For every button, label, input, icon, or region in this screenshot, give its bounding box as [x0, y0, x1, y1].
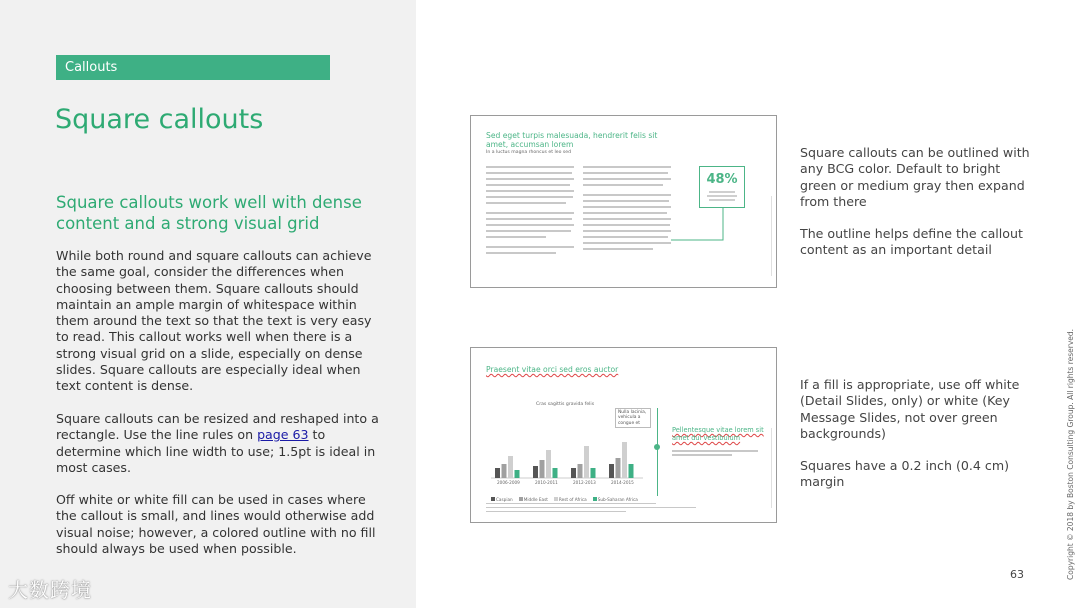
note-outline-purpose: The outline helps define the callout content as an important detail	[800, 226, 1023, 258]
page-63-link[interactable]: page 63	[257, 427, 309, 443]
chart-bar	[540, 460, 545, 478]
legend-item	[593, 497, 638, 502]
note-margin: Squares have a 0.2 inch (0.4 cm) margin	[800, 458, 1009, 490]
legend-swatch	[593, 497, 597, 501]
chart-bar	[533, 466, 538, 478]
chart-bar	[591, 468, 596, 478]
chart-category-label: 2010-2011	[535, 480, 558, 485]
thumb2-callout-line	[672, 454, 732, 456]
page-title: Square callouts	[55, 104, 264, 135]
thumb2-chart-title: Cras sagittis gravida felis	[536, 402, 595, 407]
legend-item	[554, 497, 587, 502]
legend-label: Caspian	[496, 497, 513, 502]
legend-swatch	[491, 497, 495, 501]
legend-swatch	[554, 497, 558, 501]
note-outline-color: Square callouts can be outlined with any BCG color. Default to bright green or medium gray then expand from there	[800, 145, 1030, 209]
legend-item	[491, 497, 513, 502]
body-paragraph-3: Off white or white fill can be used in cases where the callout is small, and lines would otherwise add visual noise; however, a colored outline with no fill should always be used when possible.	[56, 492, 376, 556]
chart-bar	[609, 464, 614, 478]
copyright: Copyright © 2018 by Boston Consulting Group. All rights reserved.	[1066, 328, 1075, 580]
thumb1-heading: Sed eget turpis malesuada, hendrerit felis sit amet, accumsan lorem	[486, 131, 658, 149]
body-paragraph-1: While both round and square callouts can achieve the same goal, consider the differences when choosing between them. Square callouts should maintain an ample margin of whitespace within them around the text so that the text is very easy to read. This callout works well when there is a strong visual grid on a slide, especially on dense slides. Square callouts are especially ideal when text content is dense.	[56, 248, 372, 394]
legend-label: Rest of Africa	[558, 497, 587, 502]
thumb2-heading: Praesent vitae orci sed eros auctor	[486, 365, 619, 374]
legend-label: Middle East	[523, 497, 548, 502]
watermark: 大数跨境	[8, 578, 92, 602]
body-paragraph-2	[56, 411, 386, 476]
thumb2-callout-dot	[654, 444, 660, 450]
chart-bar	[508, 456, 513, 478]
subtitle: Square callouts work well with dense content and a strong visual grid	[56, 193, 362, 233]
chart-bar	[546, 450, 551, 478]
chart-bar	[629, 464, 634, 478]
thumb2-callout-text: Pellentesque vitae lorem sit amet dui vestibulum	[672, 426, 764, 442]
note-fill-usage: If a fill is appropriate, use off white (Detail Slides, only) or white (Key Message Slides, not over green backgrounds)	[800, 377, 1020, 441]
example-slide-text-callout	[470, 115, 777, 288]
chart-bar	[616, 458, 621, 478]
chart-bar	[578, 464, 583, 478]
chart-bar	[502, 464, 507, 478]
page-number: 63	[1010, 568, 1024, 581]
chart-bar	[515, 470, 520, 478]
thumb2-legend	[491, 486, 661, 502]
thumb1-square-callout	[699, 166, 745, 208]
thumb2-annotation: Nulla lacinia, vehicula a congue et	[615, 408, 651, 428]
paragraph-2-text-b: to determine which line width to use; 1.5pt is ideal in most cases.	[56, 427, 376, 475]
legend-label: Sub-Saharan Africa	[597, 497, 638, 502]
thumb1-callout-value: 48%	[706, 172, 738, 187]
chart-category-label: 2012-2013	[573, 480, 596, 485]
chart-category-label: 2014-2015	[611, 480, 634, 485]
chart-category-label: 2006-2009	[497, 480, 520, 485]
thumb2-callout-line	[672, 450, 758, 452]
legend-swatch	[519, 497, 523, 501]
legend-item	[519, 497, 548, 502]
chart-bar	[495, 468, 500, 478]
paragraph-2-text-a: Square callouts can be resized and reshaped into a rectangle. Use the line rules on	[56, 411, 379, 443]
section-tag: Callouts	[56, 55, 330, 80]
thumb2-callout-divider	[657, 408, 658, 496]
thumb1-subheading: In a luctus magna rhoncus et leo sed	[486, 150, 572, 155]
example-slide-chart-callout	[470, 347, 777, 523]
chart-bar	[553, 468, 558, 478]
chart-bar	[571, 468, 576, 478]
chart-bar	[584, 446, 589, 478]
chart-bar	[622, 442, 627, 478]
